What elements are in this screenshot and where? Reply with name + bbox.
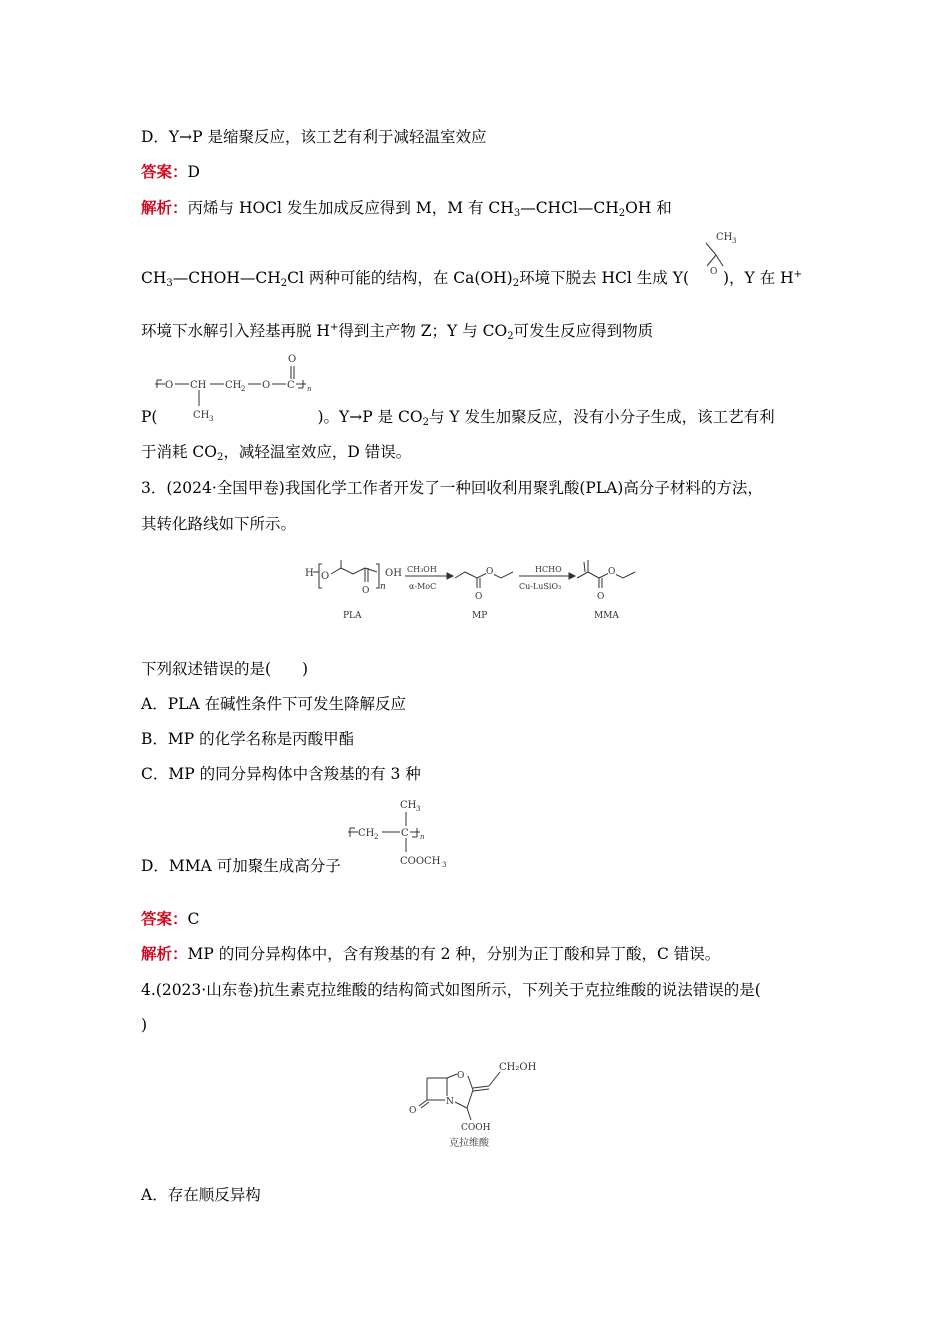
answer-label: 答案：	[141, 909, 188, 928]
svg-text:O: O	[475, 592, 483, 602]
svg-text:3: 3	[416, 805, 421, 813]
epoxide-methyl: CH	[716, 232, 733, 243]
svg-text:COOCH: COOCH	[400, 856, 441, 867]
analysis-label: 解析：	[141, 198, 188, 217]
q3-question: 下列叙述错误的是( )	[141, 660, 309, 678]
q3-option-a: A．PLA 在碱性条件下可发生降解反应	[141, 695, 407, 713]
pmma-structure	[348, 796, 468, 874]
svg-text:n: n	[380, 582, 386, 592]
svg-text:O: O	[262, 380, 271, 391]
svg-text:克拉维酸: 克拉维酸	[449, 1138, 489, 1149]
q3-stem-line-2: 其转化路线如下所示。	[141, 515, 297, 533]
q3-stem-line-1: 3．(2024·全国甲卷)我国化学工作者开发了一种回收利用聚乳酸(PLA)高分子材料的方法，	[141, 479, 763, 497]
svg-text:OH: OH	[385, 568, 402, 579]
q2-answer	[141, 161, 200, 183]
pla-recycling-scheme	[305, 560, 645, 622]
svg-text:3: 3	[732, 237, 737, 245]
svg-text:COOH: COOH	[461, 1123, 491, 1133]
svg-text:O: O	[457, 1071, 465, 1081]
svg-text:C: C	[287, 380, 295, 391]
svg-text:CH: CH	[400, 800, 417, 811]
q3-option-d: D．MMA 可加聚生成高分子	[141, 857, 341, 875]
epoxide-oxygen: O	[710, 267, 718, 277]
q2-analysis-line-4: P( )。Y→P 是 $CO_2$与 Y 发生加聚反应，没有小分子生成，该工艺有利	[141, 408, 775, 428]
svg-text:O: O	[288, 354, 297, 365]
svg-text:O: O	[409, 1106, 417, 1116]
svg-text:n: n	[420, 833, 425, 841]
svg-text:2: 2	[241, 385, 246, 393]
q2-analysis-line-5: 于消耗 $CO_2$，减轻温室效应，D 错误。	[141, 443, 412, 463]
svg-text:H: H	[305, 568, 314, 579]
q4-stem-line-1: 4.(2023·山东卷)抗生素克拉维酸的结构简式如图所示，下列关于克拉维酸的说法错误的是(	[141, 981, 761, 999]
svg-text:CH: CH	[225, 380, 242, 391]
svg-text:O: O	[608, 567, 616, 577]
answer-value: C	[187, 910, 200, 928]
q4-stem-line-2: )	[141, 1016, 148, 1034]
svg-text:3: 3	[209, 415, 214, 423]
svg-text:α-MoC: α-MoC	[409, 582, 437, 591]
svg-text:C: C	[401, 828, 409, 839]
analysis-label: 解析：	[141, 944, 188, 963]
svg-text:2: 2	[374, 833, 379, 841]
q2-option-d: D．Y→P 是缩聚反应，该工艺有利于减轻温室效应	[141, 128, 487, 146]
svg-text:CH: CH	[358, 828, 375, 839]
q2-analysis-line-1: 解析：丙烯与 HOCl 发生加成反应得到 M，M 有 $CH_3—CHCl—CH_2OH$ 和	[141, 198, 672, 219]
q4-option-a: A．存在顺反异构	[141, 1186, 261, 1204]
svg-text:O: O	[321, 571, 330, 582]
q3-analysis: 解析：MP 的同分异构体中，含有羧基的有 2 种，分别为正丁酸和异丁酸，C 错误。	[141, 944, 721, 963]
q2-analysis-line-2: $CH_3—CHOH—CH_2Cl$ 两种可能的结构，在 $Ca(OH)_2$环境下脱去 HCl 生成 Y( )，Y 在 H+	[141, 269, 803, 289]
answer-value: D	[187, 163, 200, 181]
svg-text:MMA: MMA	[594, 611, 619, 621]
svg-text:PLA: PLA	[343, 611, 362, 621]
svg-text:CH: CH	[190, 380, 207, 391]
q3-answer	[141, 908, 199, 930]
svg-text:n: n	[307, 385, 312, 393]
svg-text:O: O	[597, 592, 605, 602]
svg-text:O: O	[362, 586, 370, 596]
svg-text:Cu-LuSiO₃: Cu-LuSiO₃	[519, 582, 562, 591]
svg-text:O: O	[486, 567, 494, 577]
svg-text:N: N	[446, 1097, 454, 1107]
svg-text:CH₃OH: CH₃OH	[407, 565, 437, 574]
svg-text:HCHO: HCHO	[535, 565, 562, 574]
svg-text:CH₂OH: CH₂OH	[499, 1062, 537, 1073]
svg-text:CH: CH	[193, 410, 210, 421]
answer-label: 答案：	[141, 162, 188, 181]
svg-text:3: 3	[442, 861, 447, 869]
q3-option-b: B．MP 的化学名称是丙酸甲酯	[141, 730, 355, 748]
svg-text:O: O	[165, 380, 174, 391]
svg-text:MP: MP	[472, 611, 488, 621]
clavulanic-acid-structure	[405, 1056, 555, 1150]
q3-option-c: C．MP 的同分异构体中含羧基的有 3 种	[141, 765, 421, 783]
q2-analysis-line-3: 环境下水解引入羟基再脱 H+得到主产物 Z；Y 与 $CO_2$可发生反应得到物质	[141, 322, 654, 342]
